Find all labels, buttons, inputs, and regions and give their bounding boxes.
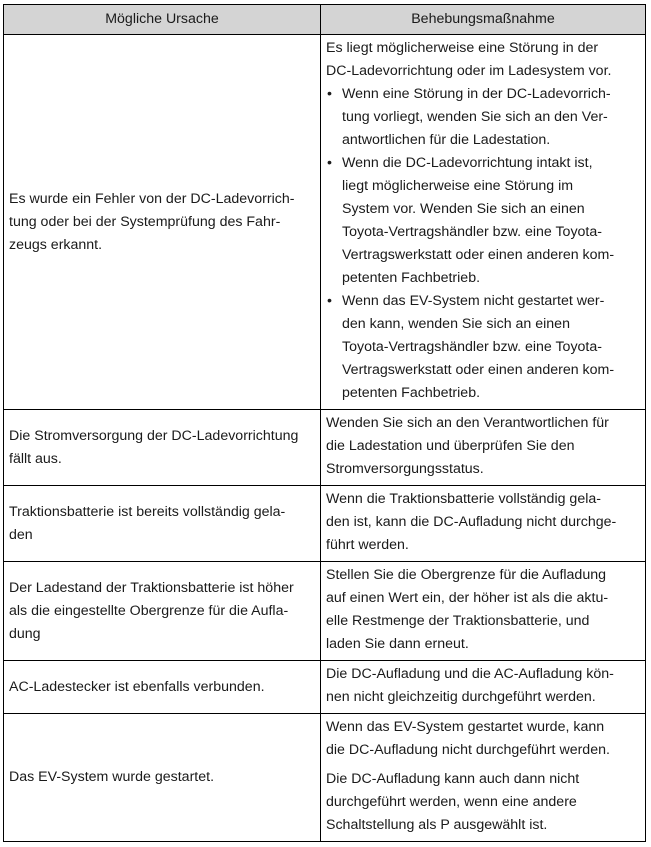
text-line: nen nicht gleichzeitig durchgeführt werden.	[326, 689, 596, 705]
table-row	[4, 486, 646, 562]
text-line: Die DC-Aufladung und die AC-Aufladung kön-	[326, 666, 614, 682]
troubleshooting-table	[3, 4, 646, 842]
text-line: Das EV-System wurde gestartet.	[9, 769, 215, 785]
text-line: Toyota-Vertragshändler bzw. eine Toyota-	[342, 224, 602, 240]
text-line: die Ladestation und überprüfen Sie den	[326, 438, 575, 454]
text-line: tung vorliegt, wenden Sie sich an den Ver-	[342, 109, 608, 125]
text-line: zeugs erkannt.	[9, 236, 103, 253]
table-header-row	[4, 5, 646, 35]
remedy-cell	[321, 661, 646, 714]
text-line: den	[9, 526, 33, 543]
bullet-item	[326, 290, 639, 405]
text-line: Der Ladestand der Traktionsbatterie ist höher	[9, 579, 294, 596]
text-line: Die DC-Aufladung kann auch dann nicht	[326, 771, 580, 787]
text-line: als die eingestellte Obergrenze für die Aufla-	[9, 602, 289, 619]
text-line: petenten Fachbetrieb.	[342, 385, 481, 401]
text-line: System vor. Wenden Sie sich an einen	[342, 201, 585, 217]
cause-cell	[4, 661, 321, 714]
text-line: Wenn eine Störung in der DC-Ladevorrich-	[342, 86, 611, 102]
text-line: die DC-Aufladung nicht durchgeführt werden.	[326, 742, 610, 758]
remedy-cell	[321, 562, 646, 661]
table-row	[4, 562, 646, 661]
text-line: Wenn das EV-System gestartet wurde, kann	[326, 719, 605, 735]
remedy-cell	[321, 410, 646, 486]
bullet-icon: •	[327, 155, 332, 171]
cause-cell	[4, 410, 321, 486]
header-cause: Mögliche Ursache	[4, 5, 321, 35]
table-row	[4, 35, 646, 410]
text-line: Es wurde ein Fehler von der DC-Ladevorrich-	[9, 190, 295, 207]
remedy-cell	[321, 35, 646, 410]
table-row	[4, 410, 646, 486]
text-line: den kann, wenden Sie sich an einen	[342, 316, 570, 332]
text-line: liegt möglicherweise eine Störung im	[342, 178, 574, 194]
cause-cell	[4, 562, 321, 661]
table-row	[4, 661, 646, 714]
bullet-item	[326, 152, 639, 290]
text-line: Wenn das EV-System nicht gestartet wer-	[342, 293, 605, 309]
text-line: den ist, kann die DC-Aufladung nicht durchge-	[326, 514, 617, 530]
text-line: Vertragswerkstatt oder einen anderen kom-	[342, 362, 615, 378]
remedy-cell	[321, 714, 646, 842]
text-line: AC-Ladestecker ist ebenfalls verbunden.	[9, 678, 265, 695]
text-line: Stromversorgungsstatus.	[326, 461, 484, 477]
cause-cell	[4, 486, 321, 562]
text-line: petenten Fachbetrieb.	[342, 270, 481, 286]
cause-cell	[4, 714, 321, 842]
text-line: Schaltstellung als P ausgewählt ist.	[326, 817, 548, 833]
text-line: Es liegt möglicherweise eine Störung in der	[326, 40, 599, 56]
header-remedy: Behebungsmaßnahme	[321, 5, 646, 35]
bullet-icon: •	[327, 293, 332, 309]
text-line: Stellen Sie die Obergrenze für die Aufladung	[326, 567, 606, 583]
text-line: Wenn die DC-Ladevorrichtung intakt ist,	[342, 155, 593, 171]
text-line: Wenn die Traktionsbatterie vollständig gela-	[326, 491, 601, 507]
text-line: fällt aus.	[9, 450, 62, 467]
text-line: DC-Ladevorrichtung oder im Ladesystem vor.	[326, 63, 612, 79]
text-line: dung	[9, 625, 41, 642]
text-line: laden Sie dann erneut.	[326, 636, 469, 652]
text-line: elle Restmenge der Traktionsbatterie, und	[326, 613, 590, 629]
cause-cell	[4, 35, 321, 410]
table-row	[4, 714, 646, 842]
text-line: Vertragswerkstatt oder einen anderen kom-	[342, 247, 615, 263]
text-line: Traktionsbatterie ist bereits vollständig gela-	[9, 503, 286, 520]
text-line: Toyota-Vertragshändler bzw. eine Toyota-	[342, 339, 602, 355]
text-line: auf einen Wert ein, der höher ist als die aktu-	[326, 590, 609, 606]
text-line: tung oder bei der Systemprüfung des Fahr-	[9, 213, 281, 230]
text-line: Die Stromversorgung der DC-Ladevorrichtung	[9, 427, 299, 444]
text-line: antwortlichen für die Ladestation.	[342, 132, 551, 148]
text-line: führt werden.	[326, 537, 409, 553]
text-line: durchgeführt werden, wenn eine andere	[326, 794, 577, 810]
bullet-item	[326, 83, 639, 152]
remedy-cell	[321, 486, 646, 562]
text-line: Wenden Sie sich an den Verantwortlichen für	[326, 415, 609, 431]
bullet-icon: •	[327, 86, 332, 102]
